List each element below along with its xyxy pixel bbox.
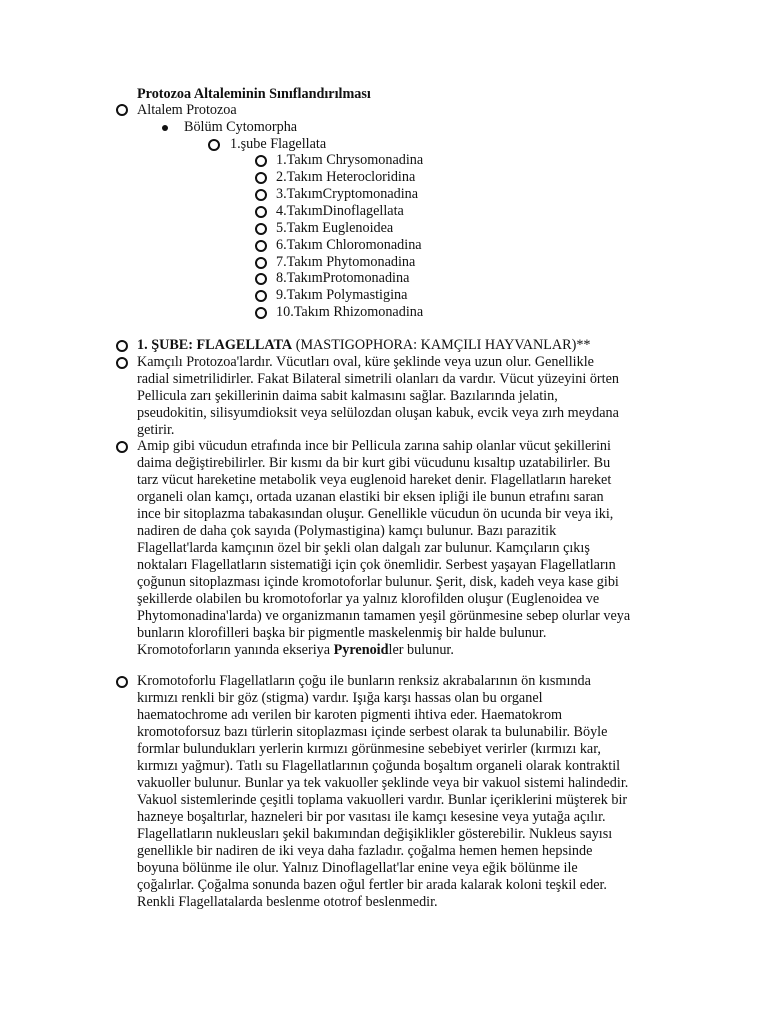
text-line: hazneye boşaltırlar, hazneleri bir por vasıtası ile kamçı kesesine veya yutağa açılır. <box>137 809 606 825</box>
document-title: Protozoa Altaleminin Sınıflandırılması <box>137 86 371 102</box>
text-line: genellikle bir nadiren de iki veya daha fazladır. çoğalma hemen hemen hepsinde <box>137 843 593 859</box>
hollow-bullet-icon <box>255 307 267 319</box>
hollow-bullet-icon <box>255 290 267 302</box>
text-line-last <box>137 642 697 659</box>
order-item: 1.Takım Chrysomonadina <box>276 152 424 168</box>
hollow-bullet-icon <box>255 206 267 218</box>
text-line: şekillerde olabilen bu kromotoforlar ya yalnız klorofilden oluşur (Euglenoidea ve <box>137 591 600 607</box>
hollow-bullet-icon <box>255 223 267 235</box>
text-line: Pellicula zarı şekillerinin daima sabit kalmasını sağlar. Bazılarında jelatin, <box>137 388 558 404</box>
text-line: kromotoforsuz bazı türlerin sitoplazması içinde serbest olarak ta bulunabilir. Böyle <box>137 724 608 740</box>
text-line: Vakuol sistemlerinde çeşitli toplama vakuolleri vardır. Bunlar içeriklerini müşterek bir <box>137 792 628 808</box>
hollow-bullet-icon <box>208 139 220 151</box>
filled-bullet-icon <box>162 125 168 131</box>
hollow-bullet-icon <box>116 104 128 116</box>
text-line: radial simetrilidirler. Fakat Bilateral simetrili olanları da vardır. Vücut yüzeyini örten <box>137 371 619 387</box>
order-item: 3.TakımCryptomonadina <box>276 186 419 202</box>
text-line: noktaları Flagellatların sistematiği için çok önemlidir. Serbest yaşayan Flagellatların <box>137 557 616 573</box>
outline-level1: Altalem Protozoa <box>137 102 237 118</box>
text-line: bunların klorofilleri başka bir pigmentle maskelenmiş bir halde bulunur. <box>137 625 547 641</box>
text-line: getirir. <box>137 422 175 438</box>
hollow-bullet-icon <box>255 273 267 285</box>
text-line: Kamçılı Protozoa'lardır. Vücutları oval, küre şeklinde veya uzun olur. Genellikle <box>137 354 594 370</box>
paragraph-1 <box>137 354 697 439</box>
text-line: Phytomonadina'larda) ve organizmanın tamamen yeşil görünmesine sebep olurlar veya <box>137 608 631 624</box>
text-line: organeli olan kamçı, ortada uzanan elastiki bir eksen ipliği ile bunun etrafını saran <box>137 489 604 505</box>
hollow-bullet-icon <box>116 676 128 688</box>
text-line: kırmızı renkli bir göz (stigma) vardır. Işığa karşı hassas olan bu organel <box>137 690 543 706</box>
paragraph-3 <box>137 673 697 911</box>
text-line: Flagellat'larda kamçının özel bir şekli olan dalgalı zar bulunur. Kamçıların çıkış <box>137 540 590 556</box>
text-line: kırmızı yağmur). Tatlı su Flagellatlarının çoğunda boşaltım organeli olarak kontraktil <box>137 758 621 774</box>
text-line: Amip gibi vücudun etrafında ince bir Pellicula zarına sahip olanlar vücut şekillerini <box>137 438 611 454</box>
text-line: vakuoller bulunur. Bunlar ya tek vakuoller şeklinde veya bir vakuol sistemi halindedir. <box>137 775 629 791</box>
text-line: çoğunun sitoplazması içinde kromotoforlar bulunur. Şerit, disk, kadeh veya kase gibi <box>137 574 619 590</box>
text-line: daima değiştirebilirler. Bir kısmı da bir kurt gibi vücudunu kısaltıp uzatabilirler. Bu <box>137 455 611 471</box>
hollow-bullet-icon <box>255 155 267 167</box>
hollow-bullet-icon <box>255 257 267 269</box>
section-heading-bold: 1. ŞUBE: FLAGELLATA <box>137 337 293 353</box>
text-after: ler bulunur. <box>388 642 454 658</box>
section-heading <box>137 337 591 354</box>
hollow-bullet-icon <box>255 172 267 184</box>
text-line: Kromotoforlu Flagellatların çoğu ile bunların renksiz akrabalarının ön kısmında <box>137 673 591 689</box>
order-item: 10.Takım Rhizomonadina <box>276 304 424 320</box>
order-item: 2.Takım Heterocloridina <box>276 169 416 185</box>
text-line: pseudokitin, silisyumdioksit veya selülozdan oluşan kabuk, evcik veya zırh meydana <box>137 405 619 421</box>
text-line: ince bir sitoplazma tabakasından oluşur. Genellikle vücudun ön ucunda bir veya iki, <box>137 506 614 522</box>
order-item: 9.Takım Polymastigina <box>276 287 408 303</box>
pyrenoid-bold: Pyrenoid <box>333 642 389 658</box>
text-before: Kromotoforların yanında ekseriya <box>137 642 334 658</box>
paragraph-2 <box>137 438 697 659</box>
text-line: Flagellatların nukleusları şekil bakımından değişiklikler gösterebilir. Nukleus sayısı <box>137 826 613 842</box>
text-line: haematochrome adı verilen bir karoten pigmenti ihtiva eder. Haematokrom <box>137 707 563 723</box>
text-line: çoğalırlar. Çoğalma sonunda bazen oğul fertler bir arada kalarak koloni teşkil eder. <box>137 877 607 893</box>
text-line: Renkli Flagellatalarda beslenme ototrof beslenmedir. <box>137 894 438 910</box>
order-item: 7.Takım Phytomonadina <box>276 254 416 270</box>
text-line: tarz vücut hareketine metabolik veya euglenoid hareket denir. Flagellatların hareket <box>137 472 612 488</box>
text-line: formlar bulundukları yerlerin kırmızı görünmesine sebebiyet verirler (kırmızı kar, <box>137 741 601 757</box>
outline-level2: Bölüm Cytomorpha <box>184 119 298 135</box>
outline-level3: 1.şube Flagellata <box>230 136 327 152</box>
order-item: 8.TakımProtomonadina <box>276 270 410 286</box>
text-line: boyuna bölünme ile olur. Yalnız Dinoflagellat'lar enine veya eğik bölünme ile <box>137 860 578 876</box>
order-item: 6.Takım Chloromonadina <box>276 237 422 253</box>
hollow-bullet-icon <box>255 240 267 252</box>
section-heading-rest: (MASTIGOPHORA: KAMÇILI HAYVANLAR)** <box>292 337 591 353</box>
hollow-bullet-icon <box>116 340 128 352</box>
text-line: nadiren de daha çok sayıda (Polymastigina) kamçı bulunur. Bazı parazitik <box>137 523 557 539</box>
hollow-bullet-icon <box>116 357 128 369</box>
hollow-bullet-icon <box>116 441 128 453</box>
hollow-bullet-icon <box>255 189 267 201</box>
order-item: 4.TakımDinoflagellata <box>276 203 404 219</box>
order-item: 5.Takm Euglenoidea <box>276 220 394 236</box>
